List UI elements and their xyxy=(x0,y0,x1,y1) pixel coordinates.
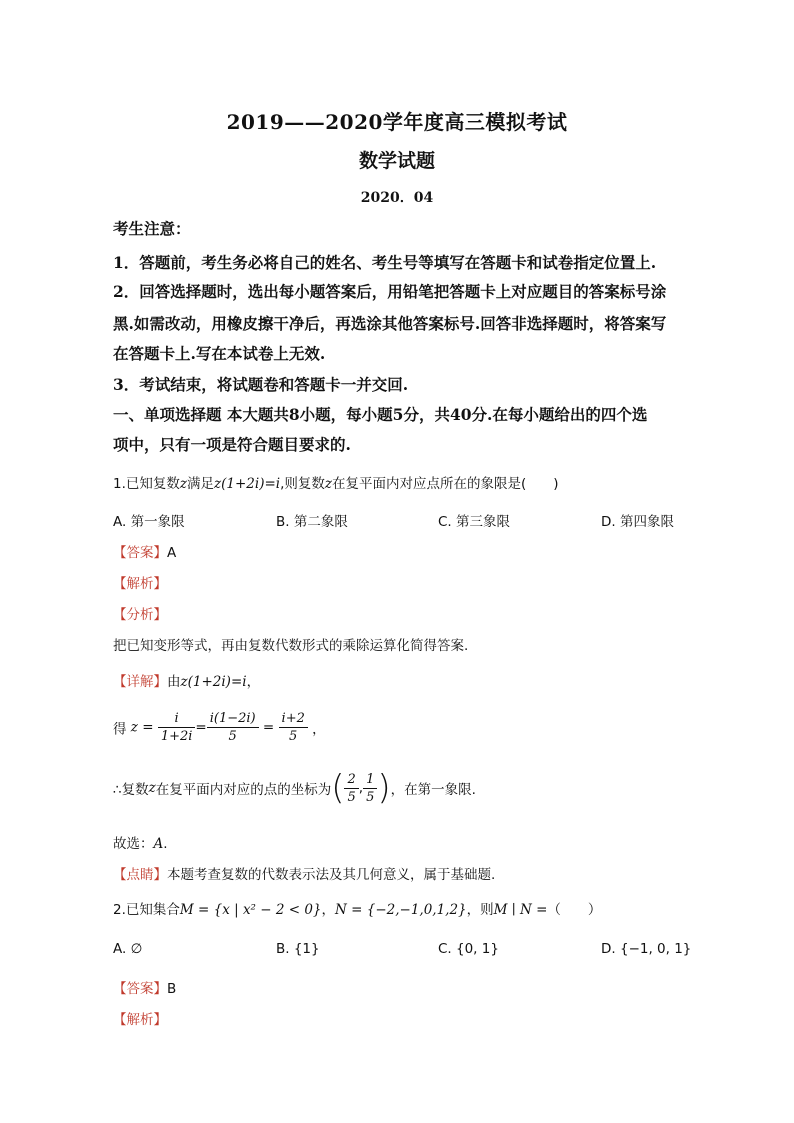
exam-title: 2019——2020学年度高三模拟考试 xyxy=(226,110,568,134)
subject-title: 数学试题 xyxy=(358,150,435,172)
q1-fenxi-text: 把已知变形等式，再由复数代数形式的乘除运算化简得答案. xyxy=(113,638,469,654)
q2-option-a: A. ∅ xyxy=(113,941,143,957)
q2-option-c: C. {0, 1} xyxy=(438,941,499,957)
q1-fenxi-label: 【分析】 xyxy=(113,607,167,623)
fraction-1: $\frac{i}{1+2i}$ xyxy=(158,710,196,745)
exam-date: 2020．04 xyxy=(360,190,434,206)
q1-option-c: C. 第三象限 xyxy=(438,514,511,530)
q1-derivation: 得 z = $\frac{i}{1+2i}$ = $\frac{i(1-2i)}{5}$ = $\frac{i+2}{5}$ ， xyxy=(113,711,326,744)
q2-analysis-label: 【解析】 xyxy=(113,1012,167,1028)
notice-item-2-line-2: 黑.如需改动，用橡皮擦干净后，再选涂其他答案标号.回答非选择题时，将答案写 xyxy=(113,314,667,333)
q1-conclusion: ∴复数z在复平面内对应的点的坐标为( $\frac{2}{5}$ , $\frac{1}{5}$ )，在第一象限. xyxy=(113,768,476,808)
q1-analysis-label: 【解析】 xyxy=(113,576,167,592)
notice-item-3: 3．考试结束，将试题卷和答题卡一并交回. xyxy=(113,375,409,394)
fraction-3: $\frac{i+2}{5}$ xyxy=(279,710,308,745)
q1-answer: 【答案】A xyxy=(113,545,177,561)
coord-fraction-2: $\frac{1}{5}$ xyxy=(363,771,377,806)
q1-dianjing: 【点睛】本题考查复数的代数表示法及其几何意义，属于基础题. xyxy=(113,867,496,883)
q1-option-b: B. 第二象限 xyxy=(276,514,348,530)
notice-item-1: 1．答题前，考生务必将自己的姓名、考生号等填写在答题卡和试卷指定位置上. xyxy=(113,253,657,272)
q1-detail: 【详解】由z(1+2i)=i， xyxy=(113,674,261,690)
notice-item-2-line-3: 在答题卡上.写在本试卷上无效. xyxy=(113,344,326,363)
q2-option-b: B. {1} xyxy=(276,941,320,957)
coord-fraction-1: $\frac{2}{5}$ xyxy=(344,771,358,806)
section-heading-line-1: 一、单项选择题 本大题共8小题，每小题5分，共40分.在每小题给出的四个选 xyxy=(113,405,648,424)
q1-choose: 故选：A. xyxy=(113,836,168,852)
q1-option-d: D. 第四象限 xyxy=(601,514,674,530)
question-1-stem: 1.已知复数z满足z(1+2i)=i,则复数z在复平面内对应点所在的象限是( ) xyxy=(113,476,559,492)
q2-answer: 【答案】B xyxy=(113,981,177,997)
notice-heading: 考生注意： xyxy=(113,219,191,238)
q1-option-a: A. 第一象限 xyxy=(113,514,185,530)
fraction-2: $\frac{i(1-2i)}{5}$ xyxy=(207,710,259,745)
section-heading-line-2: 项中，只有一项是符合题目要求的. xyxy=(113,435,351,454)
q2-option-d: D. {−1, 0, 1} xyxy=(601,941,692,957)
question-2-stem: 2.已知集合M = {x | x² − 2 < 0}，N = {−2,−1,0,1,2}，则M ∣ N =（ ） xyxy=(113,902,602,918)
notice-item-2-line-1: 2．回答选择题时，选出每小题答案后，用铅笔把答题卡上对应题目的答案标号涂 xyxy=(113,282,667,301)
